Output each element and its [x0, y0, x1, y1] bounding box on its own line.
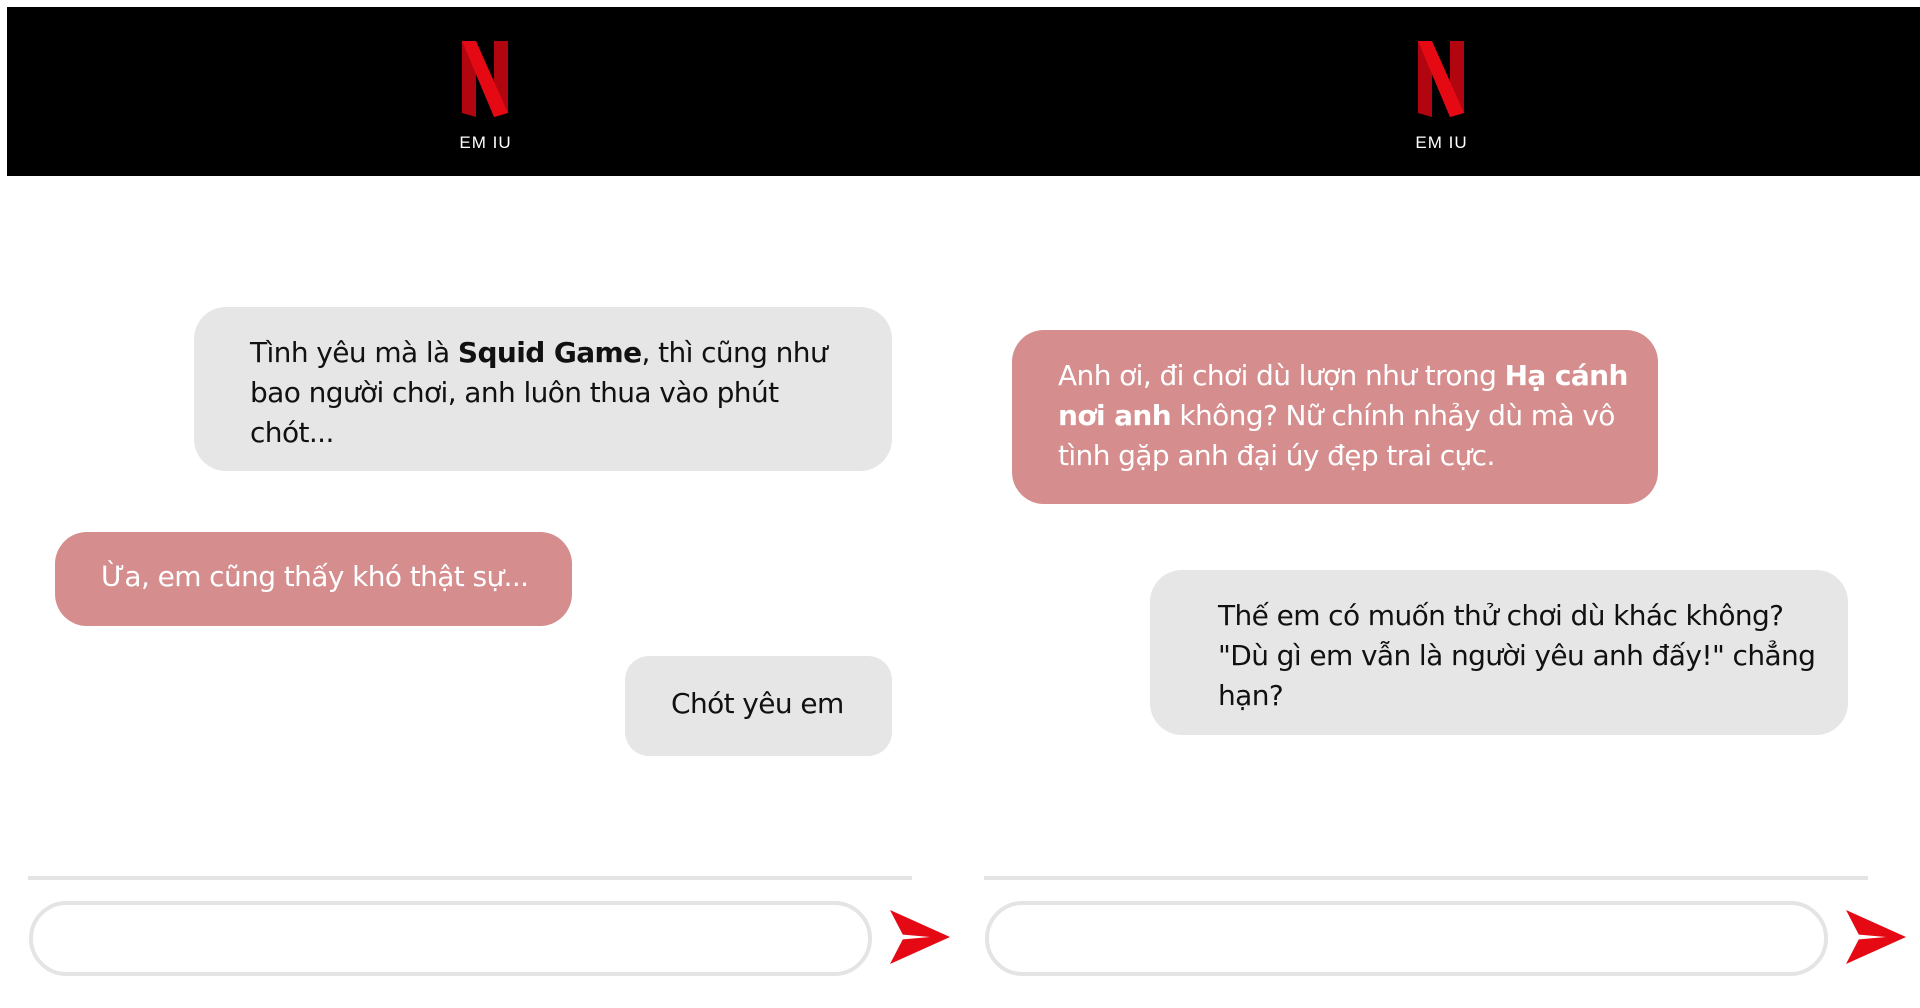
chat-panel-right: [963, 0, 1920, 1008]
message-text: không? Nữ chính nhảy dù mà vô tình gặp anh đại úy đẹp trai cực.: [1058, 399, 1615, 472]
message-input[interactable]: [29, 901, 872, 976]
input-divider: [28, 876, 912, 880]
netflix-logo-icon: [462, 41, 508, 117]
message-bubble-received: [1012, 330, 1658, 504]
chat-header: [963, 7, 1920, 176]
message-text: Thế em có muốn thử chơi dù khác không? "Dù gì em vẫn là người yêu anh đấy!" chẳng hạn?: [1218, 599, 1816, 712]
message-text: Tình yêu mà là: [250, 336, 458, 369]
message-text: Chót yêu em: [671, 687, 844, 720]
input-divider: [984, 876, 1868, 880]
send-arrow-icon[interactable]: [1846, 910, 1906, 964]
message-bubble-sent: [194, 307, 892, 471]
contact-name: EM IU: [459, 133, 512, 152]
message-text: Anh ơi, đi chơi dù lượn như trong: [1058, 359, 1505, 392]
message-text-bold: Squid Game: [457, 336, 642, 369]
message-input[interactable]: [985, 901, 1828, 976]
message-text: Ừa, em cũng thấy khó thật sự...: [101, 560, 529, 593]
message-bubble-received: [55, 532, 572, 626]
message-text-bold: Hạ cánh nơi anh: [1058, 359, 1628, 432]
chat-panel-left: [7, 0, 964, 1008]
message-text: , thì cũng như bao người chơi, anh luôn thua vào phút chót...: [250, 336, 828, 449]
message-bubble-sent: [1150, 570, 1848, 735]
message-bubble-sent: [625, 656, 892, 756]
send-arrow-icon[interactable]: [890, 910, 950, 964]
netflix-logo-icon: [1418, 41, 1464, 117]
chat-header: [7, 7, 964, 176]
contact-name: EM IU: [1415, 133, 1468, 152]
